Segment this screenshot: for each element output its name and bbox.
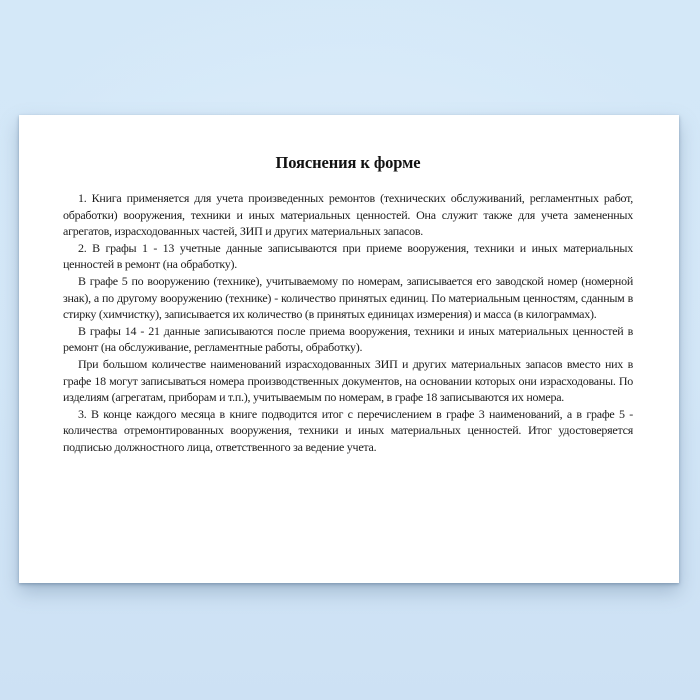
paragraph: При большом количестве наименований израсходованных ЗИП и других материальных запасов вместо них в графе 18 могут записываться номера производственных документов, на основании которых они израсходованы. По изделиям (агрегатам, приборам и т.п.), учитываемым по номерам, в графе 18 записываются их номера. xyxy=(63,356,633,405)
paragraph: 2. В графы 1 - 13 учетные данные записываются при приеме вооружения, техники и иных материальных ценностей в ремонт (на обработку). xyxy=(63,240,633,272)
document-page xyxy=(19,115,679,583)
document-title: Пояснения к форме xyxy=(275,153,421,172)
paragraph: В графе 5 по вооружению (технике), учитываемому по номерам, записывается его заводской номер (номерной знак), а по другому вооружению (технике) - количество принятых единиц. По материальным ценностям, сданным в стирку (химчистку), записывается их количество (в принятых единицах измерения) и масса (в килограммах). xyxy=(63,273,633,322)
paragraph: В графы 14 - 21 данные записываются после приема вооружения, техники и иных материальных ценностей в ремонт (на обслуживание, регламентные работы, обработку). xyxy=(63,323,633,355)
document-body xyxy=(63,190,633,456)
paragraph: 3. В конце каждого месяца в книге подводится итог с перечислением в графе 3 наименований, а в графе 5 - количества отремонтированных вооружения, техники и иных материальных ценностей. Итог удостоверяется подписью должностного лица, ответственного за ведение учета. xyxy=(63,406,633,454)
paragraph: 1. Книга применяется для учета произведенных ремонтов (технических обслуживаний, регламентных работ, обработки) вооружения, техники и иных материальных ценностей. Она служит также для учета замененных агрегатов, израсходованных частей, ЗИП и других материальных запасов. xyxy=(63,191,633,239)
